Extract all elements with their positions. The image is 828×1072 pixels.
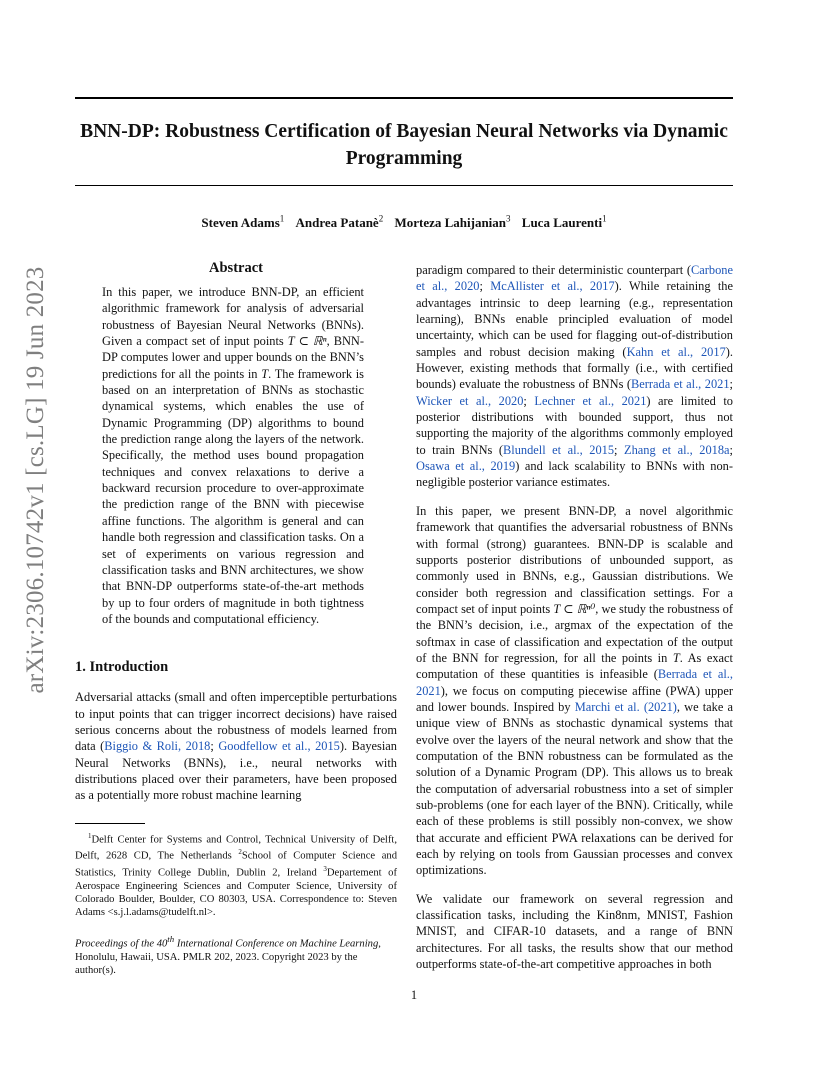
citation-link[interactable]: Zhang et al., 2018a <box>624 442 730 457</box>
math-inline: T <box>261 366 269 381</box>
arxiv-identifier: arXiv:2306.10742v1 [cs.LG] 19 Jun 2023 <box>22 266 49 694</box>
math-inline: T <box>672 650 680 665</box>
title-bottom-rule <box>75 185 733 186</box>
left-column <box>75 258 397 978</box>
proceedings-note: Proceedings of the 40th International Conference on Machine Learning, Honolulu, Hawaii, USA. PMLR 202, 2023. Copyright 2023 by the author(s). <box>75 934 381 977</box>
body-paragraph: We validate our framework on several regression and classification tasks, including the Kin8nm, MNIST, Fashion MNIST, and CIFAR-10 datasets, and a range of BNN architectures. For all tasks, the results show that our method outperforms state-of-the-art competitive approaches in both <box>416 891 733 972</box>
citation-link[interactable]: Berrada et al., 2021 <box>631 377 730 392</box>
abstract-heading: Abstract <box>209 260 263 276</box>
author-list <box>75 214 733 231</box>
right-column <box>416 262 733 984</box>
citation-link[interactable]: Berrada et al., 2021 <box>416 667 733 698</box>
citation-link[interactable]: Biggio & Roli, 2018 <box>104 739 211 754</box>
citation-link[interactable]: McAllister et al., 2017 <box>490 279 615 294</box>
introduction-paragraph: Adversarial attacks (small and often imperceptible perturbations to input points that can trigger incorrect decisions) have raised serious concerns about the robustness of models learned from data (Biggio & Roli, 2018; Goodfellow et al., 2015). Bayesian Neural Networks (BNNs), i.e., neural networks with distributions placed over their parameters, have been proposed as a potentially more robust machine learning <box>75 690 397 803</box>
author: Luca Laurenti$^1$ <box>521 214 607 231</box>
page-number: 1 <box>410 988 418 1002</box>
citation-link[interactable]: Lechner et al., 2021 <box>534 393 647 408</box>
body-paragraph: In this paper, we present BNN-DP, a novel algorithmic framework that quantifies the adversarial robustness of BNNs with formal (strong) guarantees. BNN-DP is scalable and supports posterior distributions of unbounded support, as commonly used in BNNs, e.g., Gaussian distributions. We consider both regression and classification settings. For a compact set of input points T ⊂ ℝⁿ⁰, we study the robustness of the BNN’s decision, i.e., argmax of the expectation of the softmax in case of classification and expectation of the output of the BNN for regression, for all the points in T. As exact computation of these quantities is infeasible (Berrada et al., 2021), we focus on computing piecewise affine (PWA) upper and lower bounds. Inspired by Marchi et al. (2021), we take a unique view of BNNs as stochastic dynamical systems that evolve over the layers of the neural network and show that the computation of the BNN robustness can be formulated as the solution of a Dynamic Program (DP). This allows us to break the computation of adversarial robustness into a set of simpler sub-problems (one for each layer of the BNN). Critically, while each of these problems is still possibly non-convex, we show that accurate and efficient PWA relaxations can be derived for each by relying on tools from Gaussian processes and convex optimizations. <box>416 503 734 878</box>
title-top-rule <box>75 97 733 99</box>
abstract-text: In this paper, we introduce BNN-DP, an efficient algorithmic framework for analysis of adversarial robustness of Bayesian Neural Networks (BNNs). Given a compact set of input points T ⊂ ℝⁿ, BNN-DP computes lower and upper bounds on the BNN’s predictions for all the points in T. The framework is based on an interpretation of BNNs as stochastic dynamical systems, which enables the use of Dynamic Programming (DP) algorithms to bound the prediction range along the layers of the network. Specifically, the method uses bound propagation techniques and convex relaxations to derive a backward recursion procedure to over-approximate the prediction range of the BNN with piecewise affine functions. The algorithm is general and can handle both regression and classification tasks. On a set of experiments on various regression and classification tasks and BNN architectures, we show that BNN-DP outperforms state-of-the-art methods by up to four orders of magnitude in both tightness of the bounds and computational efficiency. <box>102 285 364 626</box>
author: Morteza Lahijanian$^3$ <box>394 214 511 231</box>
citation-link[interactable]: Kahn et al., 2017 <box>626 344 726 359</box>
author: Andrea Patanè$^2$ <box>295 214 384 231</box>
citation-link[interactable]: Osawa et al., 2019 <box>416 459 516 474</box>
citation-link[interactable]: Carbone et al., 2020 <box>416 263 733 294</box>
math-inline: T ⊂ ℝⁿ⁰ <box>553 601 596 616</box>
affiliations-footnote: $^1$Delft Center for Systems and Control, Technical University of Delft, Delft, 2628 CD, The Netherlands $^2$School of Computer Science and Statistics, Trinity College Dublin, Dublin 2, Ireland $^3$Departement of Aerospace Engineering Sciences and Computer Science, University of Colorado Boulder, Boulder, CO 80303, USA. Correspondence to: Steven Adams <s.j.l.adams@tudelft.nl>. <box>75 831 397 919</box>
title-line-1: BNN-DP: Robustness Certification of Bayesian Neural Networks via Dynamic <box>80 121 728 142</box>
citation-link[interactable]: Blundell et al., 2015 <box>502 442 615 457</box>
math-inline: T ⊂ ℝⁿ <box>287 334 327 349</box>
body-paragraph: paradigm compared to their deterministic counterpart (Carbone et al., 2020; McAllister et al., 2017). While retaining the advantages intrinsic to deep learning (e.g., representation learning), BNNs enable principled evaluation of model uncertainty, which can be used for flagging out-of-distribution samples and robust decision making (Kahn et al., 2017). However, existing methods that formally (i.e., with certified bounds) evaluate the robustness of BNNs (Berrada et al., 2021; Wicker et al., 2020; Lechner et al., 2021) are limited to posterior distributions with bounded support, thus not supporting the majority of the algorithms commonly employed to train BNNs (Blundell et al., 2015; Zhang et al., 2018a; Osawa et al., 2019) and lack scalability to BNNs with non-negligible posterior variance estimates. <box>416 263 734 490</box>
citation-link[interactable]: Goodfellow et al., 2015 <box>218 739 340 754</box>
citation-link[interactable]: Wicker et al., 2020 <box>416 393 524 408</box>
paper-title <box>75 118 733 172</box>
title-line-2: Programming <box>345 148 463 169</box>
footnote-rule <box>75 823 145 824</box>
section-heading-introduction: 1. Introduction <box>75 659 169 676</box>
author: Steven Adams$^1$ <box>201 214 285 231</box>
citation-link[interactable]: Marchi et al. (2021) <box>574 699 677 714</box>
